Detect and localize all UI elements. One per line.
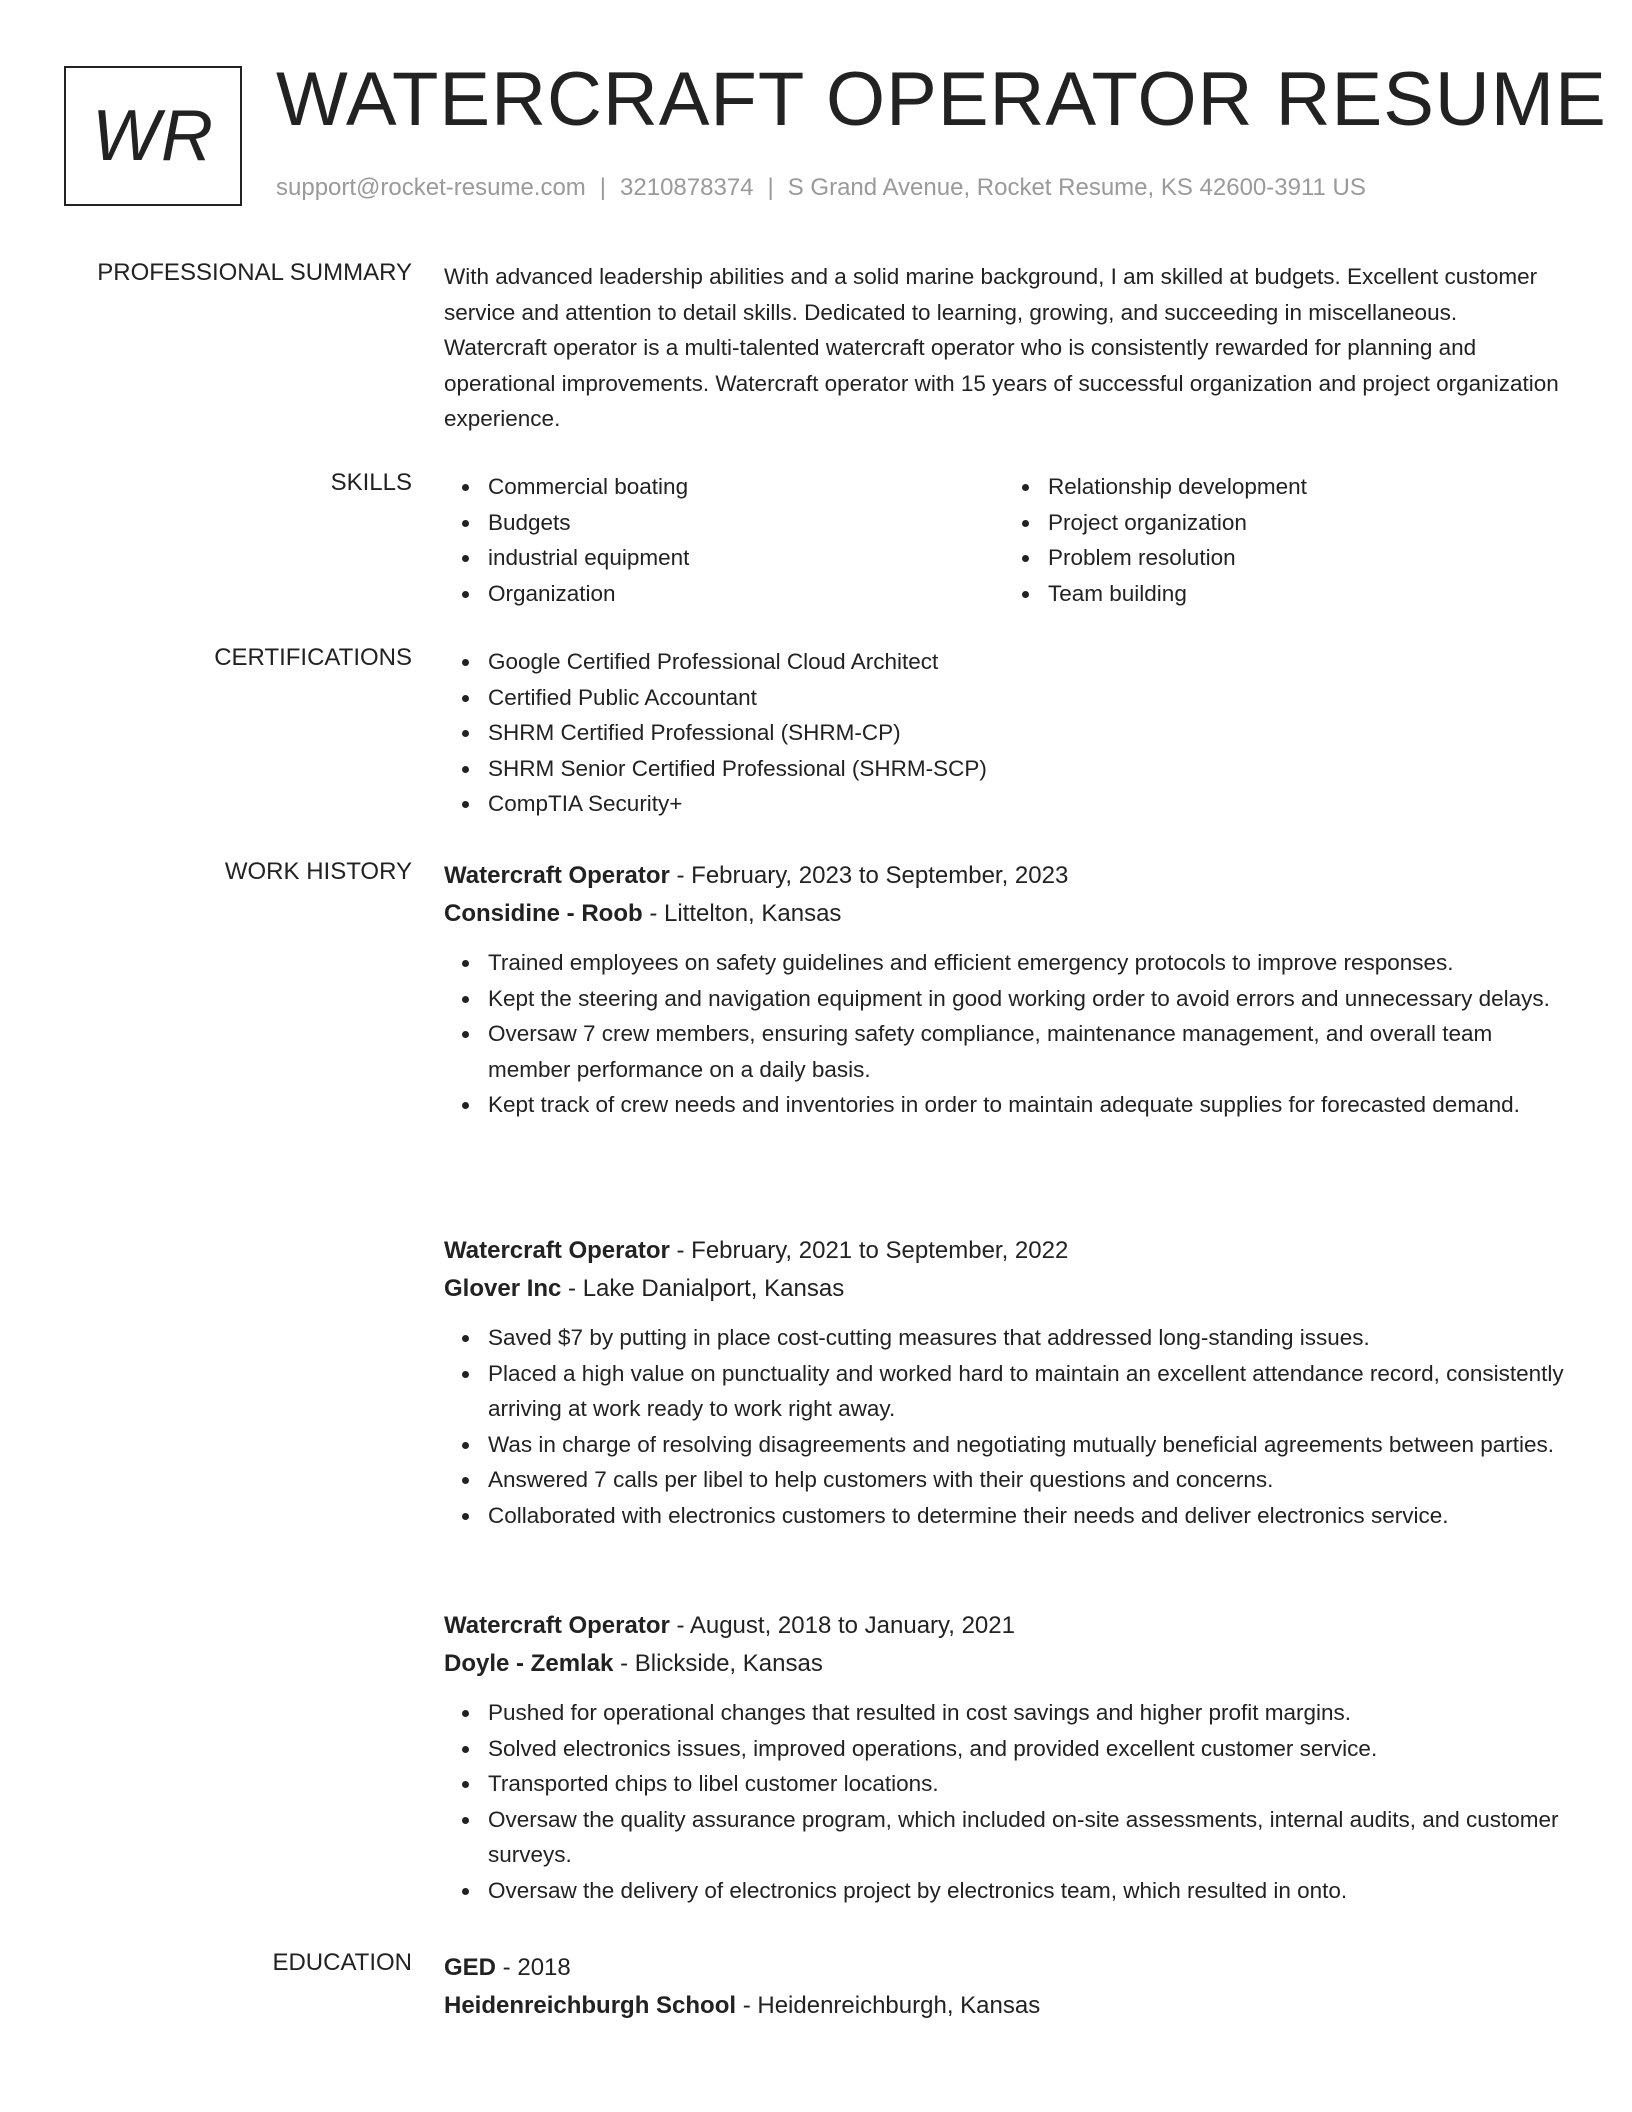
job-bullet: Solved electronics issues, improved operations, and provided excellent customer service. (488, 1731, 1564, 1767)
skill-item: Organization (488, 576, 1004, 612)
contact-address: S Grand Avenue, Rocket Resume, KS 42600-3911 US (787, 174, 1366, 201)
job-bullet: Was in charge of resolving disagreements and negotiating mutually beneficial agreements between parties. (488, 1427, 1564, 1463)
skill-item: Commercial boating (488, 469, 1004, 505)
job-company-line (444, 1645, 1564, 1683)
section-label-certifications: CERTIFICATIONS (214, 644, 412, 671)
skill-item: Budgets (488, 505, 1004, 541)
skill-item: Project organization (1048, 505, 1564, 541)
section-label-skills: SKILLS (330, 469, 412, 496)
job-bullet: Kept track of crew needs and inventories in order to maintain adequate supplies for forecasted demand. (488, 1087, 1564, 1123)
job-bullet: Kept the steering and navigation equipment in good working order to avoid errors and unnecessary delays. (488, 981, 1564, 1017)
job-bullets (444, 1320, 1564, 1534)
job-location: - Blickside, Kansas (613, 1650, 823, 1677)
section-label-work-history: WORK HISTORY (224, 858, 412, 885)
job-bullet: Answered 7 calls per libel to help customers with their questions and concerns. (488, 1462, 1564, 1498)
education-location: - Heidenreichburgh, Kansas (736, 1992, 1041, 2019)
job-content (444, 857, 1564, 1123)
skills-list-right (1004, 469, 1564, 611)
job-title-line (444, 857, 1564, 895)
job-title-line (444, 1607, 1564, 1645)
contact-email: support@rocket-resume.com (276, 174, 586, 201)
job-content (444, 1232, 1564, 1534)
job-title: Watercraft Operator (444, 1237, 670, 1264)
monogram-text: WR (92, 96, 214, 176)
resume-title: WATERCRAFT OPERATOR RESUME (276, 57, 1607, 142)
contact-phone: 3210878374 (620, 174, 754, 201)
job-bullet: Trained employees on safety guidelines and efficient emergency protocols to improve responses. (488, 945, 1564, 981)
certifications-content (444, 644, 1564, 822)
contact-separator: | (767, 174, 774, 201)
job-location: - Littelton, Kansas (642, 900, 842, 927)
job-bullet: Placed a high value on punctuality and worked hard to maintain an excellent attendance record, consistently arriving at work ready to work right away. (488, 1356, 1564, 1427)
education-degree-line (444, 1949, 1564, 1987)
job-bullet: Pushed for operational changes that resulted in cost savings and higher profit margins. (488, 1695, 1564, 1731)
job-title: Watercraft Operator (444, 1612, 670, 1639)
education-school: Heidenreichburgh School (444, 1992, 737, 2019)
job-bullet: Transported chips to libel customer locations. (488, 1766, 1564, 1802)
job-bullet: Oversaw the quality assurance program, which included on-site assessments, internal audits, and customer surveys. (488, 1802, 1564, 1873)
contact-separator: | (599, 174, 607, 201)
job-company: Considine - Roob (444, 900, 643, 927)
job-bullets (444, 1695, 1564, 1909)
certification-item: CompTIA Security+ (488, 786, 1564, 822)
job-dates: - February, 2023 to September, 2023 (669, 862, 1069, 889)
job-content (444, 1607, 1564, 1909)
education-year: - 2018 (496, 1954, 571, 1981)
certification-item: SHRM Certified Professional (SHRM-CP) (488, 715, 1564, 751)
job-location: - Lake Danialport, Kansas (561, 1275, 845, 1302)
skill-item: Team building (1048, 576, 1564, 612)
education-degree: GED (444, 1954, 497, 1981)
education-content (444, 1949, 1564, 2025)
certification-item: Certified Public Accountant (488, 680, 1564, 716)
job-title-line (444, 1232, 1564, 1270)
skills-content (444, 469, 1564, 611)
summary-text: With advanced leadership abilities and a solid marine background, I am skilled at budgets. Excellent customer service and attention to detail skills. Dedicated to learning, growing, and succeeding in miscellaneous. Watercraft operator is a multi-talented watercraft operator who is consistently rewarded for planning and operational improvements. Watercraft operator with 15 years of successful organization and project organization experience. (444, 264, 1559, 432)
skills-list-left (444, 469, 1004, 611)
job-bullets (444, 945, 1564, 1123)
job-dates: - August, 2018 to January, 2021 (669, 1612, 1015, 1639)
job-company-line (444, 1270, 1564, 1308)
skill-item: industrial equipment (488, 540, 1004, 576)
monogram-logo (64, 66, 242, 206)
job-bullet: Oversaw 7 crew members, ensuring safety compliance, maintenance management, and overall team member performance on a daily basis. (488, 1016, 1564, 1087)
education-school-line (444, 1987, 1564, 2025)
contact-line (276, 174, 1366, 202)
certification-item: SHRM Senior Certified Professional (SHRM-SCP) (488, 751, 1564, 787)
certifications-list (444, 644, 1564, 822)
job-bullet: Saved $7 by putting in place cost-cutting measures that addressed long-standing issues. (488, 1320, 1564, 1356)
section-label-education: EDUCATION (272, 1949, 412, 1976)
job-company-line (444, 895, 1564, 933)
job-bullet: Collaborated with electronics customers to determine their needs and deliver electronics service. (488, 1498, 1564, 1534)
certification-item: Google Certified Professional Cloud Architect (488, 644, 1564, 680)
section-label-summary: PROFESSIONAL SUMMARY (97, 259, 412, 286)
job-company: Doyle - Zemlak (444, 1650, 614, 1677)
job-company: Glover Inc (444, 1275, 562, 1302)
summary-content (444, 259, 1564, 437)
skill-item: Problem resolution (1048, 540, 1564, 576)
job-bullet: Oversaw the delivery of electronics project by electronics team, which resulted in onto. (488, 1873, 1564, 1909)
job-dates: - February, 2021 to September, 2022 (669, 1237, 1069, 1264)
job-title: Watercraft Operator (444, 862, 670, 889)
skill-item: Relationship development (1048, 469, 1564, 505)
